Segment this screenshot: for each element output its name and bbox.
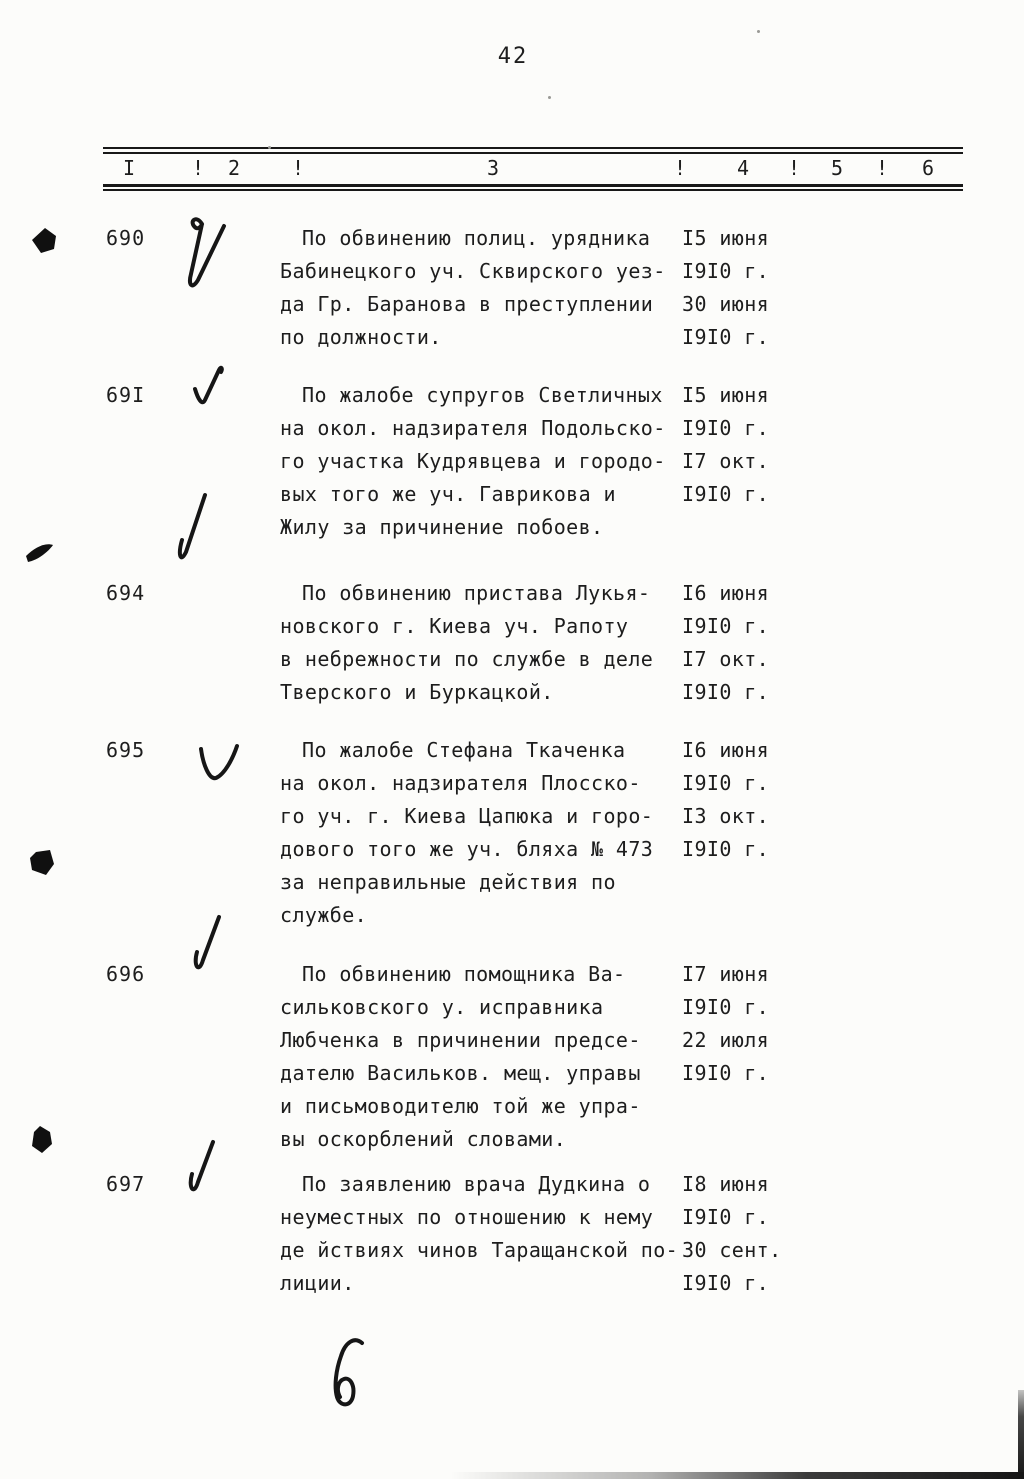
page-number: 42 xyxy=(497,44,529,69)
entry-line xyxy=(0,379,1024,412)
entry-description-line: вых того же уч. Гаврикова и xyxy=(280,482,616,506)
register-entry xyxy=(0,1168,1024,1300)
handwritten-checkmark-icon xyxy=(196,742,240,790)
entry-line xyxy=(0,1201,1024,1234)
ink-blob-icon xyxy=(30,1126,52,1154)
entry-date: I9I0 г. xyxy=(682,771,770,795)
entry-line xyxy=(0,610,1024,643)
column-separator: ! xyxy=(674,156,687,180)
entry-date: I9I0 г. xyxy=(682,416,770,440)
entry-date: I9I0 г. xyxy=(682,1205,770,1229)
entry-description-line: По обвинению полиц. урядника xyxy=(302,226,651,250)
entry-line xyxy=(0,833,1024,866)
entry-description-line: сильковского у. исправника xyxy=(280,995,604,1019)
entry-description-line: по должности. xyxy=(280,325,442,349)
entry-description-line: службе. xyxy=(280,903,368,927)
entry-line xyxy=(0,958,1024,991)
entry-line xyxy=(0,288,1024,321)
handwritten-checkmark-icon xyxy=(188,362,224,412)
entry-date: I3 окт. xyxy=(682,804,770,828)
entry-line xyxy=(0,899,1024,932)
entry-description-line: за неправильные действия по xyxy=(280,870,616,894)
entry-line xyxy=(0,478,1024,511)
column-header-2: 2 xyxy=(228,156,241,180)
entry-number: 696 xyxy=(106,962,146,986)
entry-date: I7 июня xyxy=(682,962,770,986)
entry-date: I9I0 г. xyxy=(682,680,770,704)
entry-line xyxy=(0,734,1024,767)
entry-line xyxy=(0,767,1024,800)
entry-line xyxy=(0,1168,1024,1201)
entry-description-line: на окол. надзирателя Подольско- xyxy=(280,416,666,440)
entry-number: 695 xyxy=(106,738,146,762)
entry-line xyxy=(0,321,1024,354)
entry-line xyxy=(0,222,1024,255)
entry-line xyxy=(0,676,1024,709)
entry-date: I9I0 г. xyxy=(682,614,770,638)
entry-line xyxy=(0,445,1024,478)
entry-date: 22 июля xyxy=(682,1028,770,1052)
entry-description-line: Жилу за причинение побоев. xyxy=(280,515,604,539)
handwritten-checkmark-icon xyxy=(168,490,208,570)
register-entry xyxy=(0,379,1024,544)
entry-description-line: го участка Кудрявцева и городо- xyxy=(280,449,666,473)
table-rule-bottom-2 xyxy=(103,189,963,191)
register-entry xyxy=(0,577,1024,709)
entry-line xyxy=(0,577,1024,610)
entry-number: 694 xyxy=(106,581,146,605)
register-entry xyxy=(0,734,1024,932)
entry-description-line: дового того же уч. бляха № 473 xyxy=(280,837,654,861)
entry-description-line: на окол. надзирателя Плосско- xyxy=(280,771,641,795)
column-header-4: 4 xyxy=(737,156,750,180)
entry-description-line: неуместных по отношению к нему xyxy=(280,1205,654,1229)
entry-number: 690 xyxy=(106,226,146,250)
entry-description-line: да Гр. Баранова в преступлении xyxy=(280,292,654,316)
entry-date: 30 июня xyxy=(682,292,770,316)
entry-date: I5 июня xyxy=(682,383,770,407)
entry-line xyxy=(0,800,1024,833)
ink-blob-icon xyxy=(32,228,58,254)
entry-date: I9I0 г. xyxy=(682,259,770,283)
ink-blob-icon xyxy=(28,850,54,876)
entry-description-line: По жалобе Стефана Ткаченка xyxy=(302,738,626,762)
entry-line xyxy=(0,1024,1024,1057)
column-separator: ! xyxy=(876,156,889,180)
speck xyxy=(268,146,271,149)
entry-date: I9I0 г. xyxy=(682,995,770,1019)
entry-date: I9I0 г. xyxy=(682,837,770,861)
entry-date: I9I0 г. xyxy=(682,482,770,506)
entry-line xyxy=(0,1123,1024,1156)
entry-line xyxy=(0,1090,1024,1123)
entry-line xyxy=(0,412,1024,445)
entry-description-line: вы оскорблений словами. xyxy=(280,1127,567,1151)
entry-description-line: го уч. г. Киева Цапюка и горо- xyxy=(280,804,654,828)
entry-line xyxy=(0,643,1024,676)
entry-date: I9I0 г. xyxy=(682,1061,770,1085)
entry-description-line: дателю Васильков. мещ. управы xyxy=(280,1061,641,1085)
entry-date: I9I0 г. xyxy=(682,1271,770,1295)
entry-line xyxy=(0,991,1024,1024)
entry-date: I5 июня xyxy=(682,226,770,250)
handwritten-checkmark-icon xyxy=(180,1138,216,1194)
entry-date: I8 июня xyxy=(682,1172,770,1196)
entry-number: 697 xyxy=(106,1172,146,1196)
entry-description-line: Тверского и Буркацкой. xyxy=(280,680,554,704)
table-rule-top-2 xyxy=(103,152,963,154)
entry-line xyxy=(0,255,1024,288)
column-header-5: 5 xyxy=(831,156,844,180)
handwritten-checkmark-icon xyxy=(178,214,228,302)
column-header-3: 3 xyxy=(487,156,500,180)
entry-description-line: По обвинению помощника Ва- xyxy=(302,962,626,986)
table-rule-top xyxy=(103,147,963,149)
column-separator: ! xyxy=(292,156,305,180)
entry-line xyxy=(0,866,1024,899)
register-entry xyxy=(0,222,1024,354)
entry-description-line: По обвинению пристава Лукья- xyxy=(302,581,651,605)
column-separator: ! xyxy=(192,156,205,180)
entry-description-line: По заявлению врача Дудкина о xyxy=(302,1172,651,1196)
entry-description-line: в небрежности по службе в деле xyxy=(280,647,654,671)
handwritten-checkmark-icon xyxy=(184,912,222,976)
column-separator: ! xyxy=(788,156,801,180)
entry-description-line: новского г. Киева уч. Рапоту xyxy=(280,614,629,638)
column-header-6: 6 xyxy=(922,156,935,180)
entry-line xyxy=(0,1057,1024,1090)
table-rule-bottom xyxy=(103,184,963,187)
entry-description-line: Любченка в причинении предсе- xyxy=(280,1028,641,1052)
entry-date: I7 окт. xyxy=(682,449,770,473)
entry-line xyxy=(0,1267,1024,1300)
column-header-1: I xyxy=(123,156,136,180)
register-entry xyxy=(0,958,1024,1156)
entry-line xyxy=(0,511,1024,544)
scan-edge-shadow xyxy=(450,1472,1024,1479)
ink-blob-icon xyxy=(24,540,54,564)
entry-date: I6 июня xyxy=(682,581,770,605)
handwritten-mark-6 xyxy=(320,1334,366,1416)
entry-date: I7 окт. xyxy=(682,647,770,671)
entry-description-line: Бабинецкого уч. Сквирского уез- xyxy=(280,259,666,283)
entry-line xyxy=(0,1234,1024,1267)
entry-date: 30 сент. xyxy=(682,1238,782,1262)
entry-description-line: По жалобе супругов Светличных xyxy=(302,383,663,407)
speck xyxy=(757,30,760,33)
entry-date: I9I0 г. xyxy=(682,325,770,349)
speck xyxy=(548,96,551,99)
entry-description-line: лиции. xyxy=(280,1271,355,1295)
entry-description-line: и письмоводителю той же упра- xyxy=(280,1094,641,1118)
scan-edge-shadow xyxy=(1018,1390,1024,1479)
entry-date: I6 июня xyxy=(682,738,770,762)
entry-number: 69I xyxy=(106,383,146,407)
entry-description-line: де йствиях чинов Таращанской по- xyxy=(280,1238,679,1262)
